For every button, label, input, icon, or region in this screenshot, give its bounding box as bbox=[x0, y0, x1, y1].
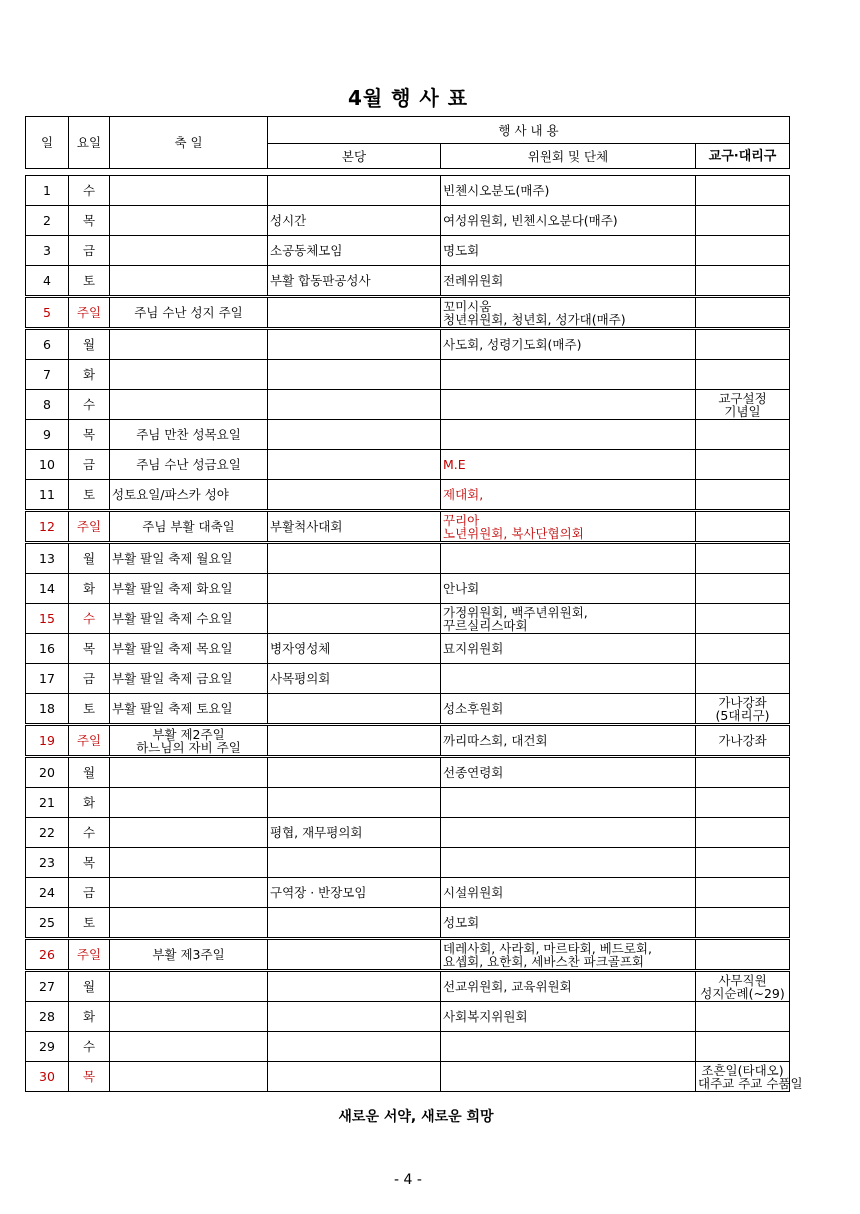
committee-cell bbox=[441, 390, 696, 420]
weekday-cell: 금 bbox=[69, 236, 110, 266]
feast-cell bbox=[110, 908, 268, 939]
district-cell-line1: 사무직원 bbox=[718, 972, 767, 988]
feast-cell: 부활 팔일 축제 화요일 bbox=[110, 574, 268, 604]
feast-cell bbox=[110, 725, 268, 757]
parish-cell: 병자영성체 bbox=[268, 634, 441, 664]
district-cell bbox=[696, 757, 790, 788]
weekday-cell: 목 bbox=[69, 420, 110, 450]
feast-cell bbox=[110, 266, 268, 297]
schedule-row bbox=[26, 390, 790, 420]
feast-cell bbox=[110, 1062, 268, 1092]
district-cell bbox=[696, 329, 790, 360]
committee-cell-line2: 청년위원회, 청년회, 성가대(매주) bbox=[443, 311, 626, 327]
committee-cell bbox=[441, 1032, 696, 1062]
day-cell: 25 bbox=[26, 908, 69, 939]
header-day: 일 bbox=[26, 117, 69, 169]
day-cell: 9 bbox=[26, 420, 69, 450]
feast-cell: 주님 부활 대축일 bbox=[110, 511, 268, 543]
day-cell: 2 bbox=[26, 206, 69, 236]
feast-cell-line1: 부활 제2주일 bbox=[152, 726, 225, 742]
header-weekday: 요일 bbox=[69, 117, 110, 169]
schedule-row bbox=[26, 206, 790, 236]
schedule-row bbox=[26, 818, 790, 848]
district-cell bbox=[696, 908, 790, 939]
committee-cell bbox=[441, 664, 696, 694]
schedule-row bbox=[26, 266, 790, 297]
parish-cell bbox=[268, 971, 441, 1002]
district-cell bbox=[696, 206, 790, 236]
parish-cell: 부활척사대회 bbox=[268, 511, 441, 543]
day-cell: 29 bbox=[26, 1032, 69, 1062]
committee-cell: 시설위원회 bbox=[441, 878, 696, 908]
committee-cell: 사회복지위원회 bbox=[441, 1002, 696, 1032]
district-cell bbox=[696, 1062, 803, 1092]
feast-cell: 주님 수난 성지 주일 bbox=[110, 297, 268, 329]
weekday-cell: 토 bbox=[69, 480, 110, 511]
weekday-cell: 월 bbox=[69, 971, 110, 1002]
schedule-row bbox=[26, 360, 790, 390]
committee-cell-line1: 꾸리아 bbox=[443, 512, 480, 528]
feast-cell: 주님 만찬 성목요일 bbox=[110, 420, 268, 450]
day-cell: 24 bbox=[26, 878, 69, 908]
parish-cell bbox=[268, 908, 441, 939]
day-cell: 3 bbox=[26, 236, 69, 266]
parish-cell: 성시간 bbox=[268, 206, 441, 236]
district-cell bbox=[696, 266, 790, 297]
committee-cell: M.E bbox=[441, 450, 696, 480]
district-cell bbox=[696, 878, 790, 908]
day-cell: 1 bbox=[26, 176, 69, 206]
weekday-cell: 토 bbox=[69, 266, 110, 297]
weekday-cell: 화 bbox=[69, 574, 110, 604]
committee-cell: 선교위원회, 교육위원회 bbox=[441, 971, 696, 1002]
weekday-cell: 수 bbox=[69, 176, 110, 206]
header-district: 교구·대리구 bbox=[696, 144, 790, 169]
district-cell: 가나강좌 bbox=[696, 725, 790, 757]
schedule-row bbox=[26, 878, 790, 908]
schedule-row bbox=[26, 1002, 790, 1032]
day-cell: 22 bbox=[26, 818, 69, 848]
parish-cell bbox=[268, 574, 441, 604]
header-gap bbox=[26, 169, 790, 176]
schedule-row bbox=[26, 848, 790, 878]
day-cell: 26 bbox=[26, 939, 69, 971]
day-cell: 5 bbox=[26, 297, 69, 329]
schedule-row bbox=[26, 450, 790, 480]
committee-cell: 전례위원회 bbox=[441, 266, 696, 297]
day-cell: 16 bbox=[26, 634, 69, 664]
district-cell bbox=[696, 939, 790, 971]
feast-cell bbox=[110, 1002, 268, 1032]
feast-cell: 성토요일/파스카 성야 bbox=[110, 480, 268, 511]
header-events: 행 사 내 용 bbox=[268, 117, 790, 144]
feast-cell bbox=[110, 329, 268, 360]
weekday-cell: 수 bbox=[69, 818, 110, 848]
parish-cell bbox=[268, 1032, 441, 1062]
weekday-cell: 월 bbox=[69, 329, 110, 360]
parish-cell bbox=[268, 450, 441, 480]
schedule-row bbox=[26, 480, 790, 511]
schedule-row bbox=[26, 725, 790, 757]
weekday-cell: 금 bbox=[69, 878, 110, 908]
committee-cell bbox=[441, 848, 696, 878]
weekday-cell: 주일 bbox=[69, 511, 110, 543]
district-cell bbox=[696, 511, 790, 543]
district-cell bbox=[696, 818, 790, 848]
schedule-row bbox=[26, 420, 790, 450]
district-cell bbox=[696, 543, 790, 574]
committee-cell-line1: 꼬미시움 bbox=[443, 298, 492, 314]
district-cell-line2: 기념일 bbox=[724, 403, 761, 419]
committee-cell: 빈첸시오분도(매주) bbox=[441, 176, 696, 206]
district-cell bbox=[696, 297, 790, 329]
feast-cell-line2: 하느님의 자비 주일 bbox=[136, 739, 241, 755]
schedule-row bbox=[26, 971, 790, 1002]
schedule-row bbox=[26, 664, 790, 694]
feast-cell bbox=[110, 878, 268, 908]
committee-cell-line1: 데레사회, 사라회, 마르타회, 베드로회, bbox=[443, 940, 652, 956]
committee-cell: 선종연령회 bbox=[441, 757, 696, 788]
schedule-row bbox=[26, 574, 790, 604]
district-cell bbox=[696, 450, 790, 480]
schedule-row bbox=[26, 908, 790, 939]
feast-cell bbox=[110, 848, 268, 878]
weekday-cell: 주일 bbox=[69, 939, 110, 971]
parish-cell bbox=[268, 788, 441, 818]
committee-cell bbox=[441, 543, 696, 574]
parish-cell: 평협, 재무평의회 bbox=[268, 818, 441, 848]
committee-cell: 여성위원회, 빈첸시오분다(매주) bbox=[441, 206, 696, 236]
schedule-row bbox=[26, 297, 790, 329]
header-parish: 본당 bbox=[268, 144, 441, 169]
day-cell: 21 bbox=[26, 788, 69, 818]
parish-cell bbox=[268, 1002, 441, 1032]
weekday-cell: 토 bbox=[69, 694, 110, 725]
schedule-row bbox=[26, 329, 790, 360]
parish-cell bbox=[268, 480, 441, 511]
weekday-cell: 월 bbox=[69, 543, 110, 574]
weekday-cell: 주일 bbox=[69, 725, 110, 757]
district-cell bbox=[696, 1002, 790, 1032]
weekday-cell: 목 bbox=[69, 1062, 110, 1092]
committee-cell bbox=[441, 1062, 696, 1092]
committee-cell-line2: 요셉회, 요한회, 세바스찬 파크골프회 bbox=[443, 953, 644, 969]
committee-cell bbox=[441, 420, 696, 450]
weekday-cell: 화 bbox=[69, 1002, 110, 1032]
district-cell bbox=[696, 176, 790, 206]
schedule-row bbox=[26, 236, 790, 266]
page-title: 4월 행 사 표 bbox=[347, 86, 469, 110]
weekday-cell: 화 bbox=[69, 788, 110, 818]
day-cell: 17 bbox=[26, 664, 69, 694]
parish-cell: 소공동체모임 bbox=[268, 236, 441, 266]
district-cell-line1: 가나강좌 bbox=[718, 694, 767, 710]
weekday-cell: 수 bbox=[69, 604, 110, 634]
parish-cell bbox=[268, 757, 441, 788]
parish-cell bbox=[268, 420, 441, 450]
feast-cell: 부활 팔일 축제 목요일 bbox=[110, 634, 268, 664]
schedule-row bbox=[26, 1032, 790, 1062]
weekday-cell: 금 bbox=[69, 450, 110, 480]
parish-cell bbox=[268, 939, 441, 971]
day-cell: 7 bbox=[26, 360, 69, 390]
schedule-row bbox=[26, 757, 790, 788]
header-feast: 축 일 bbox=[110, 117, 268, 169]
district-cell bbox=[696, 390, 790, 420]
parish-cell bbox=[268, 1062, 441, 1092]
feast-cell: 주님 수난 성금요일 bbox=[110, 450, 268, 480]
weekday-cell: 주일 bbox=[69, 297, 110, 329]
district-cell bbox=[696, 604, 790, 634]
weekday-cell: 월 bbox=[69, 757, 110, 788]
weekday-cell: 토 bbox=[69, 908, 110, 939]
parish-cell bbox=[268, 848, 441, 878]
weekday-cell: 목 bbox=[69, 634, 110, 664]
district-cell bbox=[696, 634, 790, 664]
day-cell: 19 bbox=[26, 725, 69, 757]
day-cell: 4 bbox=[26, 266, 69, 297]
district-cell bbox=[696, 574, 790, 604]
committee-cell: 성모회 bbox=[441, 908, 696, 939]
schedule-row bbox=[26, 1062, 790, 1092]
committee-cell: 명도회 bbox=[441, 236, 696, 266]
feast-cell bbox=[110, 757, 268, 788]
schedule-row bbox=[26, 788, 790, 818]
parish-cell bbox=[268, 329, 441, 360]
committee-cell-line1: 가정위원회, 백주년위원회, bbox=[443, 604, 588, 620]
parish-cell bbox=[268, 297, 441, 329]
parish-cell: 부활 합동판공성사 bbox=[268, 266, 441, 297]
district-cell bbox=[696, 694, 790, 725]
day-cell: 18 bbox=[26, 694, 69, 725]
weekday-cell: 목 bbox=[69, 206, 110, 236]
feast-cell bbox=[110, 818, 268, 848]
feast-cell: 부활 팔일 축제 금요일 bbox=[110, 664, 268, 694]
district-cell-line2: 대주교 주교 수품일 bbox=[698, 1075, 803, 1091]
day-cell: 10 bbox=[26, 450, 69, 480]
weekday-cell: 화 bbox=[69, 360, 110, 390]
feast-cell bbox=[110, 206, 268, 236]
day-cell: 30 bbox=[26, 1062, 69, 1092]
committee-cell bbox=[441, 788, 696, 818]
feast-cell: 부활 팔일 축제 월요일 bbox=[110, 543, 268, 574]
day-cell: 13 bbox=[26, 543, 69, 574]
schedule-row bbox=[26, 634, 790, 664]
parish-cell: 사목평의회 bbox=[268, 664, 441, 694]
day-cell: 8 bbox=[26, 390, 69, 420]
day-cell: 23 bbox=[26, 848, 69, 878]
day-cell: 11 bbox=[26, 480, 69, 511]
schedule-row bbox=[26, 694, 790, 725]
page-number: - 4 - bbox=[394, 1172, 422, 1188]
day-cell: 20 bbox=[26, 757, 69, 788]
district-cell bbox=[696, 480, 790, 511]
committee-cell bbox=[441, 939, 696, 971]
day-cell: 6 bbox=[26, 329, 69, 360]
committee-cell-line2: 꾸르실리스따회 bbox=[443, 617, 528, 633]
committee-cell bbox=[441, 511, 696, 543]
parish-cell bbox=[268, 360, 441, 390]
district-cell-line2: (5대리구) bbox=[715, 707, 770, 723]
weekday-cell: 금 bbox=[69, 664, 110, 694]
feast-cell bbox=[110, 971, 268, 1002]
feast-cell bbox=[110, 788, 268, 818]
feast-cell bbox=[110, 1032, 268, 1062]
weekday-cell: 수 bbox=[69, 390, 110, 420]
slogan: 새로운 서약, 새로운 희망 bbox=[338, 1109, 494, 1125]
district-cell bbox=[696, 420, 790, 450]
weekday-cell: 수 bbox=[69, 1032, 110, 1062]
schedule-row bbox=[26, 604, 790, 634]
parish-cell bbox=[268, 176, 441, 206]
district-cell bbox=[696, 664, 790, 694]
schedule-row bbox=[26, 543, 790, 574]
day-cell: 12 bbox=[26, 511, 69, 543]
day-cell: 27 bbox=[26, 971, 69, 1002]
schedule-row bbox=[26, 939, 790, 971]
parish-cell bbox=[268, 694, 441, 725]
committee-cell bbox=[441, 604, 696, 634]
committee-cell bbox=[441, 818, 696, 848]
committee-cell bbox=[441, 297, 696, 329]
header-committee: 위원회 및 단체 bbox=[441, 144, 696, 169]
feast-cell bbox=[110, 390, 268, 420]
district-cell-line1: 교구설정 bbox=[718, 390, 767, 406]
committee-cell: 성소후원회 bbox=[441, 694, 696, 725]
parish-cell: 구역장 · 반장모임 bbox=[268, 878, 441, 908]
parish-cell bbox=[268, 390, 441, 420]
feast-cell: 부활 제3주일 bbox=[110, 939, 268, 971]
weekday-cell: 목 bbox=[69, 848, 110, 878]
district-cell bbox=[696, 1032, 790, 1062]
schedule-row bbox=[26, 176, 790, 206]
day-cell: 14 bbox=[26, 574, 69, 604]
district-cell-line2: 성지순례(~29) bbox=[700, 985, 785, 1001]
district-cell bbox=[696, 788, 790, 818]
committee-cell bbox=[441, 360, 696, 390]
schedule-row bbox=[26, 511, 790, 543]
event-schedule-table bbox=[25, 116, 803, 1092]
feast-cell: 부활 팔일 축제 토요일 bbox=[110, 694, 268, 725]
committee-cell: 제대회, bbox=[441, 480, 696, 511]
feast-cell: 부활 팔일 축제 수요일 bbox=[110, 604, 268, 634]
day-cell: 28 bbox=[26, 1002, 69, 1032]
committee-cell: 까리따스회, 대건회 bbox=[441, 725, 696, 757]
district-cell bbox=[696, 236, 790, 266]
district-cell bbox=[696, 360, 790, 390]
feast-cell bbox=[110, 236, 268, 266]
parish-cell bbox=[268, 725, 441, 757]
committee-cell: 사도회, 성령기도회(매주) bbox=[441, 329, 696, 360]
parish-cell bbox=[268, 604, 441, 634]
parish-cell bbox=[268, 543, 441, 574]
committee-cell: 묘지위원회 bbox=[441, 634, 696, 664]
district-cell-line1: 조흔일(타대오) bbox=[701, 1062, 784, 1078]
committee-cell-line2: 노년위원회, 복사단협의회 bbox=[443, 525, 584, 541]
committee-cell: 안나회 bbox=[441, 574, 696, 604]
feast-cell bbox=[110, 360, 268, 390]
district-cell bbox=[696, 971, 790, 1002]
feast-cell bbox=[110, 176, 268, 206]
day-cell: 15 bbox=[26, 604, 69, 634]
district-cell bbox=[696, 848, 790, 878]
